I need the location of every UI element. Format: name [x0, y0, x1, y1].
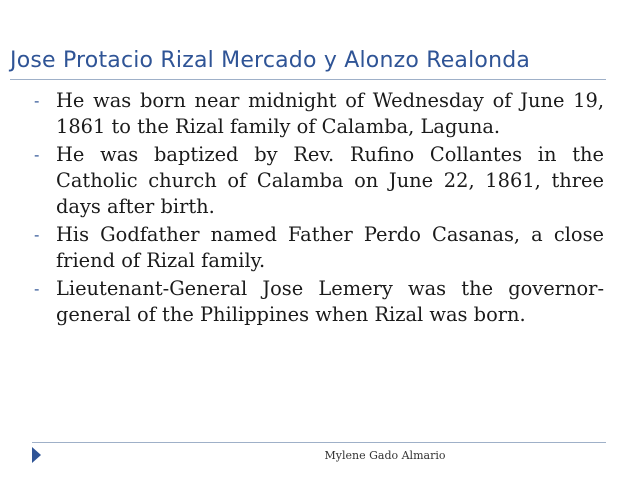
bullet-marker: -: [34, 146, 40, 164]
bullet-item: [34, 276, 604, 328]
bullet-list: [34, 88, 604, 330]
bullet-text: He was baptized by Rev. Rufino Collantes in the Catholic church of Calamba on June 22, 1861, three days after birth.: [56, 143, 604, 218]
slide-title: Jose Protacio Rizal Mercado y Alonzo Realonda: [10, 48, 531, 73]
bullet-item: [34, 222, 604, 274]
bullet-item: [34, 88, 604, 140]
footer-divider: [32, 442, 606, 443]
bullet-marker: -: [34, 92, 40, 110]
title-divider: [10, 79, 606, 80]
bullet-marker: -: [34, 226, 40, 244]
bullet-text: He was born near midnight of Wednesday of June 19, 1861 to the Rizal family of Calamba, Laguna.: [56, 89, 604, 138]
footer-author: Mylene Gado Almario: [324, 449, 446, 462]
bullet-text: Lieutenant-General Jose Lemery was the governor-general of the Philippines when Rizal was born.: [56, 277, 604, 326]
bullet-text: His Godfather named Father Perdo Casanas, a close friend of Rizal family.: [56, 223, 604, 272]
bullet-marker: -: [34, 280, 40, 298]
triangle-arrow-icon: [32, 447, 41, 463]
bullet-item: [34, 142, 604, 220]
